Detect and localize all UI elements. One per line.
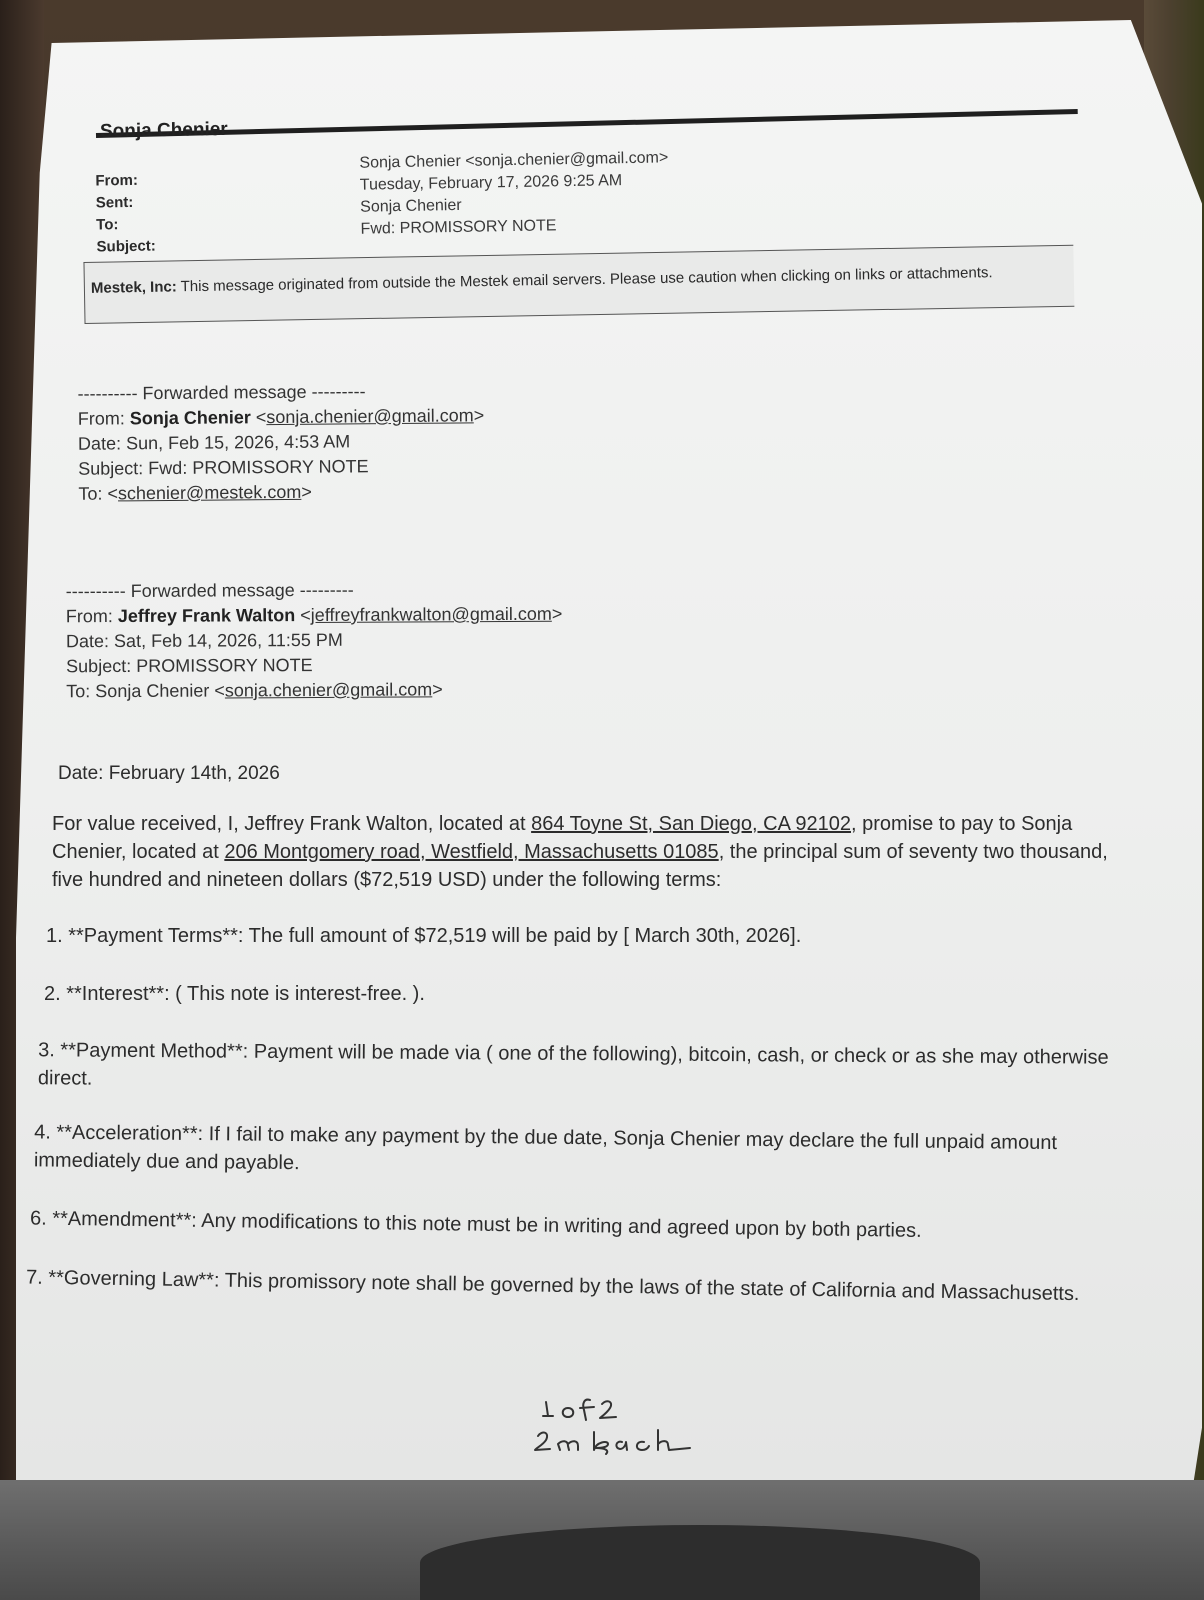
note-date: Date: February 14th, 2026 [58, 763, 280, 784]
from-email-link[interactable]: sonja.chenier@gmail.com [266, 405, 474, 428]
external-email-warning [83, 245, 1074, 324]
email-meta-labels [95, 169, 156, 258]
sent-value: Tuesday, February 17, 2026 9:25 AM [359, 172, 623, 194]
to-email-link[interactable]: schenier@mestek.com [117, 481, 302, 504]
address-creditor: 206 Montgomery road, Westfield, Massachusetts 01085 [224, 841, 719, 863]
from-name: Sonja Chenier [129, 407, 251, 429]
term-governing-law: 7. **Governing Law**: This promissory note shall be governed by the laws of the state of California and Massachusetts. [25, 1266, 1080, 1306]
from-email-link[interactable]: jeffreyfrankwalton@gmail.com [310, 603, 552, 626]
sender-name: Sonja Chenier [99, 118, 228, 143]
subject-value: Fwd: PROMISSORY NOTE [360, 217, 557, 238]
forward-subject: Subject: PROMISSORY NOTE [66, 655, 313, 677]
lap-shadow [420, 1525, 980, 1600]
term-payment-terms: 1. **Payment Terms**: The full amount of $72,519 will be paid by [ March 30th, 2026]. [46, 925, 802, 947]
to-value: Sonja Chenier [360, 196, 462, 216]
subject-label: Subject: [96, 237, 156, 256]
intro-text-3: , the principal sum of seventy two thousand, five hundred and nineteen dollars ($72,519 USD) under the following terms: [52, 841, 1108, 891]
forward-subject: Subject: Fwd: PROMISSORY NOTE [78, 456, 369, 479]
to-label: To: [78, 483, 103, 504]
forward-divider: ---------- Forwarded message --------- [65, 579, 354, 602]
intro-text-1: For value received, I, Jeffrey Frank Walton, located at [52, 813, 532, 835]
handwritten-page-note [530, 1390, 710, 1470]
term-payment-method: 3. **Payment Method**: Payment will be made via ( one of the following), bitcoin, cash, or check or as she may otherwise direct. [37, 1039, 1109, 1090]
address-debtor: 864 Toyne St, San Diego, CA 92102 [531, 813, 851, 835]
warning-message: This message originated from outside the Mestek email servers. Please use caution when clicking on links or attachments. [180, 264, 993, 296]
from-label: From: [77, 408, 125, 429]
forward-date: Date: Sat, Feb 14, 2026, 11:55 PM [65, 629, 343, 652]
to-email-link[interactable]: sonja.chenier@gmail.com [224, 679, 433, 701]
term-interest: 2. **Interest**: ( This note is interest-free. ). [44, 983, 425, 1005]
from-label: From: [65, 606, 113, 627]
from-name: Jeffrey Frank Walton [117, 605, 296, 627]
note-intro-paragraph [52, 810, 1112, 894]
header-rule [96, 96, 1078, 138]
term-amendment: 6. **Amendment**: Any modifications to this note must be in writing and agreed upon by both parties. [29, 1207, 922, 1242]
sent-label: Sent: [95, 193, 134, 212]
term-acceleration: 4. **Acceleration**: If I fail to make any payment by the due date, Sonja Chenier may declare the full unpaid amount immediately due and payable. [33, 1121, 1058, 1175]
forward-divider: ---------- Forwarded message --------- [77, 381, 366, 404]
forwarded-message-2: ---------- Forwarded message --------- From: Jeffrey Frank Walton <jeffreyfrankwalton@gmail.com> Date: Sat, Feb 14, 2026, 11:55 PM Subject: PROMISSORY NOTE To: Sonja Chenier <sonja.chenier@gmail.com> [66, 577, 563, 705]
forward-date: Date: Sun, Feb 15, 2026, 4:53 AM [77, 431, 351, 454]
email-meta-values [359, 147, 669, 240]
from-value: Sonja Chenier <sonja.chenier@gmail.com> [359, 149, 669, 172]
from-label: From: [95, 171, 139, 190]
intro-text-2: , promise to pay to Sonja Chenier, located at [52, 813, 1073, 863]
to-label: To: [96, 216, 119, 234]
to-label: To: Sonja Chenier [66, 680, 210, 702]
forwarded-message-1: ---------- Forwarded message --------- From: Sonja Chenier <sonja.chenier@gmail.com> Date: Sun, Feb 15, 2026, 4:53 AM Subject: Fwd: PROMISSORY NOTE To: <schenier@mestek.com> [77, 378, 485, 507]
handwritten-text: 1 of 2 2 on Back [530, 1468, 538, 1469]
warning-org: Mestek, Inc: [90, 278, 177, 297]
